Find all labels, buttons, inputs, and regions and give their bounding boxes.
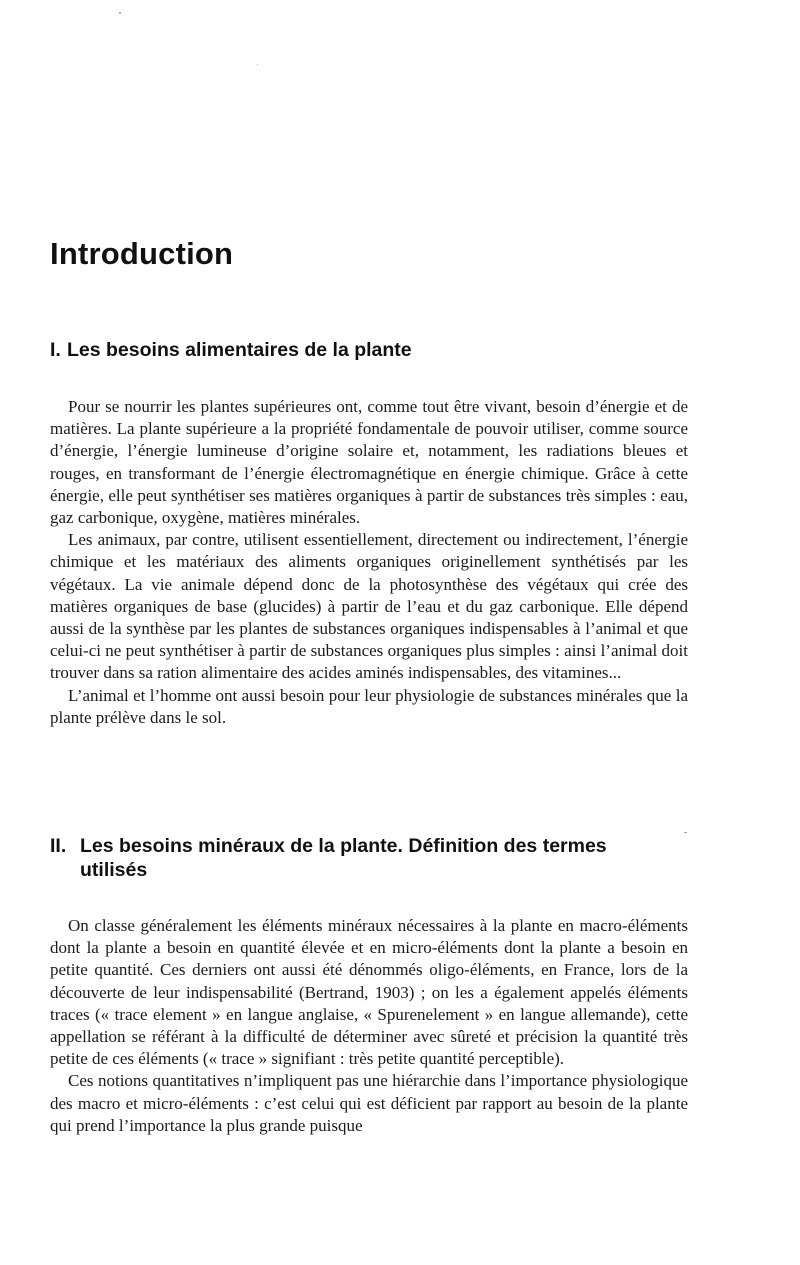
- section-heading-2: [50, 834, 690, 882]
- chapter-title: Introduction: [50, 236, 234, 271]
- section-heading-text-continued: utilisés: [80, 859, 148, 881]
- scan-speck: [684, 832, 687, 833]
- paragraph: Ces notions quantitatives n’impliquent pas une hiérarchie dans l’importance physiologique des macro et micro-éléments : c’est celui qui est déficient par rapport au besoin de la plante qui prend l’importance la plus grande puisque: [50, 1071, 688, 1135]
- section-body-1: [50, 396, 688, 729]
- section-number: I.: [50, 339, 61, 361]
- section-heading-text: Les besoins minéraux de la plante. Définition des termes: [80, 835, 607, 857]
- paragraph: Pour se nourrir les plantes supérieures ont, comme tout être vivant, besoin d’énergie et de matières. La plante supérieure a la propriété fondamentale de pouvoir utiliser, comme source d’énergie, l’énergie lumineuse d’origine solaire et, notamment, les radiations bleues et rouges, en transformant de l’énergie électromagnétique en énergie chimique. Grâce à cette énergie, elle peut synthétiser ses matières organiques à partir de substances très simples : eau, gaz carbonique, oxygène, matières minérales.: [50, 397, 688, 528]
- section-heading-1: [50, 338, 412, 362]
- section-number: II.: [50, 835, 67, 857]
- paragraph: Les animaux, par contre, utilisent essentiellement, directement ou indirectement, l’énergie chimique et les matériaux des aliments organiques originellement synthétisés par les végétaux. La vie animale dépend donc de la photosynthèse des végétaux qui crée des matières organiques de base (glucides) à partir de l’eau et du gaz carbonique. Elle dépend aussi de la synthèse par les plantes de substances organiques indispensables à l’animal et que celui-ci ne peut synthétiser à partir de substances organiques plus simples : ainsi l’animal doit trouver dans sa ration alimentaire des acides aminés indispensables, des vitamines...: [50, 530, 688, 683]
- section-body-2: [50, 915, 688, 1137]
- section-heading-text: Les besoins alimentaires de la plante: [67, 339, 412, 361]
- scan-speck: [257, 64, 258, 65]
- paragraph: L’animal et l’homme ont aussi besoin pour leur physiologie de substances minérales que la plante prélève dans le sol.: [50, 685, 688, 727]
- paragraph: On classe généralement les éléments minéraux nécessaires à la plante en macro-éléments dont la plante a besoin en quantité élevée et en micro-éléments dont la plante a besoin en petite quantité. Ces derniers ont aussi été dénommés oligo-éléments, en France, lors de la découverte de leur indispensabilité (Bertrand, 1903) ; on les a également appelés éléments traces (« trace element » en langue anglaise, « Spurenelement » en langue allemande), cette appellation se référant à la difficulté de déterminer avec sûreté et précision la quantité très petite de ces éléments (« trace » signifiant : très petite quantité perceptible).: [50, 916, 688, 1069]
- scan-speck: [119, 12, 121, 14]
